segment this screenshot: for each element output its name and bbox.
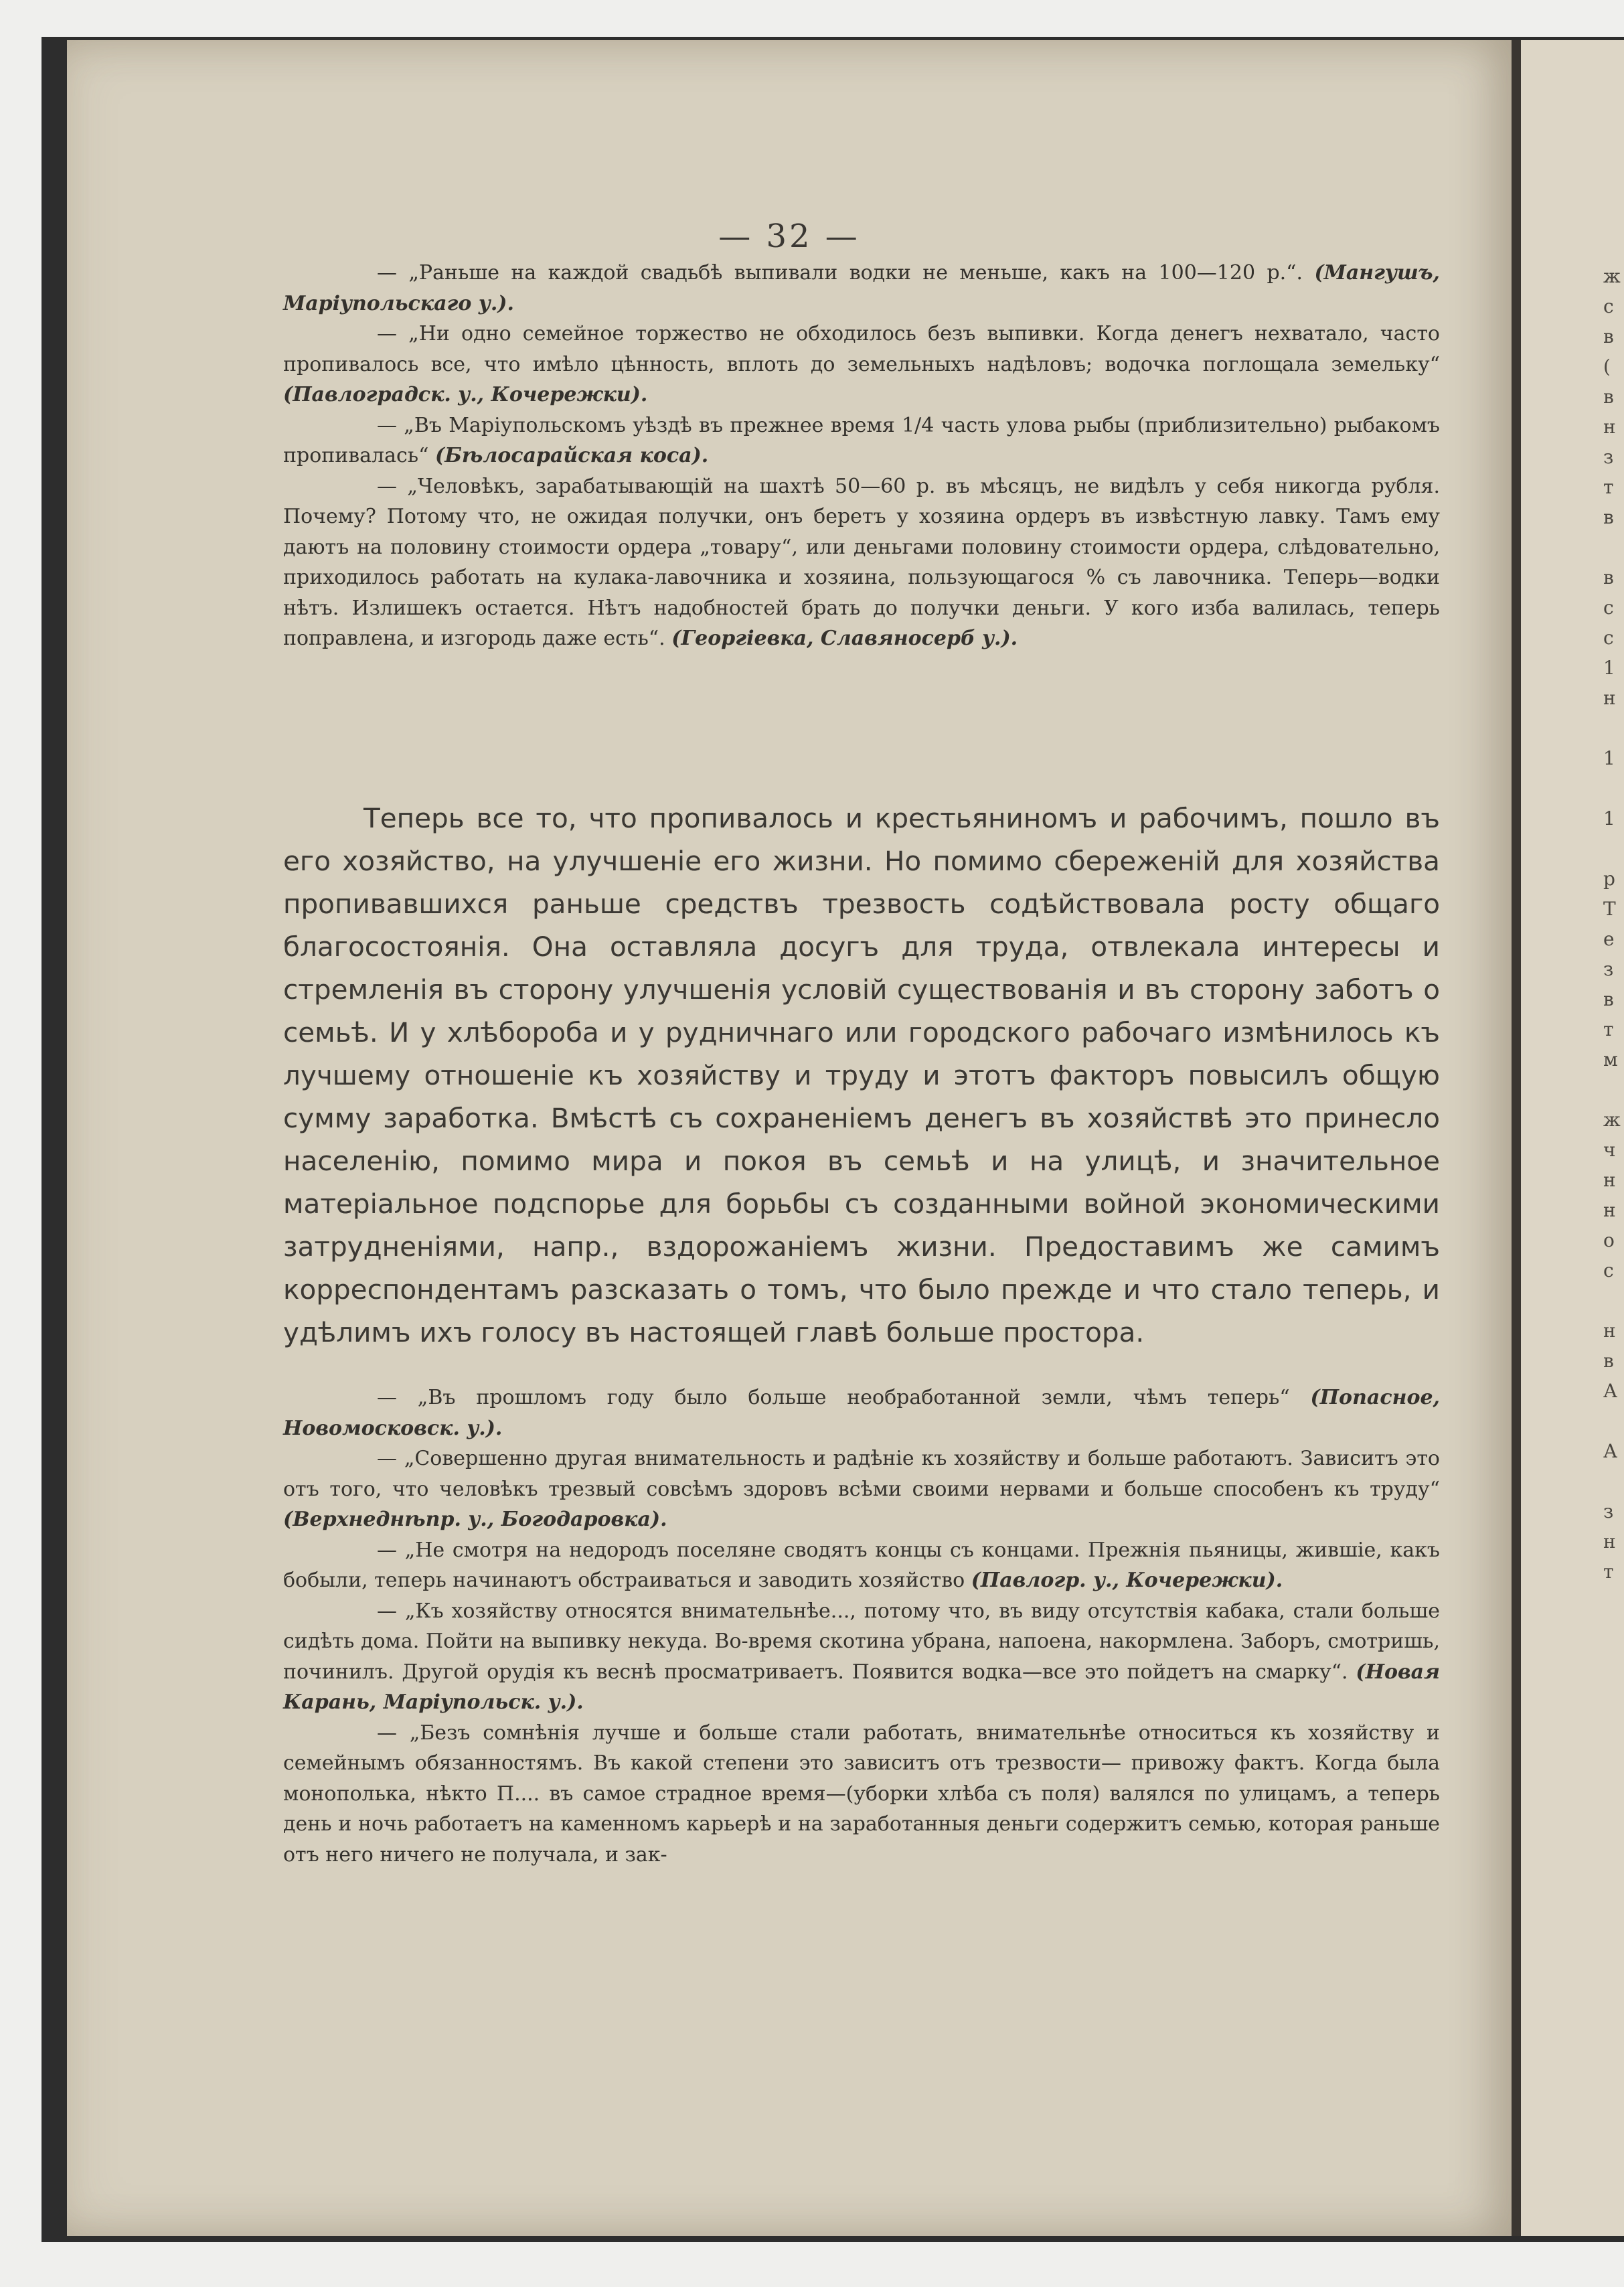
quote-source: (Мангушъ, Маріупольскаго у.). [283,261,1440,315]
facing-page-fragment: с [1603,1259,1614,1281]
quote: — „Не смотря на недородъ поселяне сводятъ концы съ концами. Прежнія пьяницы, жившіе, какъ бобыли, теперь начинаютъ обстраиваться и заводить хозяйство (Павлогр. у., Кочережки). [283,1538,1440,1592]
facing-page-fragment: т [1603,476,1614,498]
quote: — „Человѣкъ, зарабатывающій на шахтѣ 50—60 р. въ мѣсяцъ, не видѣлъ у себя никогда рубля. Почему? Потому что, не ожидая получки, онъ беретъ у хозяина ордеръ въ извѣстную лавку. Тамъ ему даютъ на половину стоимости ордера „товару“, или деньгами половину стоимости ордера, слѣдовательно, приходилось работать на кулака-лавочника и хозяина, пользующагося % съ лавочника. Теперь—водки нѣтъ. Излишекъ остается. Нѣтъ надобностей брать до получки деньги. У кого изба валилась, теперь поправлена, и изгородь даже есть“. (Георгіевка, Славяносерб у.). [283,474,1440,650]
facing-page-fragment: 1 [1603,807,1615,830]
facing-page-fragment: с [1603,627,1614,649]
quote: — „Раньше на каждой свадьбѣ выпивали водки не меньше, какъ на 100—120 р.“. (Мангушъ, Маріупольскаго у.). [283,261,1440,315]
facing-page-fragment: н [1603,1320,1616,1342]
facing-page-fragment: н [1603,416,1616,438]
facing-page-fragment: А [1603,1380,1618,1402]
facing-page-fragment: н [1603,1530,1616,1553]
facing-page-fragment: н [1603,1199,1616,1221]
facing-page-fragment: ж [1603,1109,1621,1131]
facing-page-fragment: з [1603,958,1614,980]
quote: — „Ни одно семейное торжество не обходилось безъ выпивки. Когда денегъ нехватало, часто пропивалось все, что имѣло цѣнность, вплоть до земельныхъ надѣловъ; водочка поглощала земельку“ (Павлоградск. у., Кочережки). [283,322,1440,406]
facing-page-fragment: ж [1603,265,1621,287]
facing-page-fragment: р [1603,868,1615,890]
facing-page-fragment: Т [1603,898,1616,920]
facing-page-fragment [1603,713,1623,743]
facing-page-fragment: о [1603,1229,1615,1251]
facing-page-fragment: ( [1603,356,1611,378]
facing-page-fragment: е [1603,928,1615,950]
facing-page-text-fragments [1603,261,1623,1587]
main-text [283,797,1440,1354]
facing-page-fragment: з [1603,446,1614,468]
facing-page-fragment: в [1603,1350,1614,1372]
facing-page-fragment: в [1603,566,1614,588]
facing-page-fragment: в [1603,506,1614,528]
facing-page-fragment: в [1603,325,1614,347]
quote: — „Безъ сомнѣнія лучше и больше стали работать, внимательнѣе относиться къ хозяйству и семейнымъ обязанностямъ. Въ какой степени это зависитъ отъ трезвости— привожу фактъ. Когда была монополька, нѣкто П.... въ самое страдное время—(уборки хлѣба съ поля) валялся по улицамъ, а теперь день и ночь работаетъ на каменномъ карьерѣ и на заработанныя деньги содержитъ семью, которая раньше отъ него ничего не получала, и зак- [283,1721,1440,1867]
facing-page-fragment: в [1603,988,1614,1010]
quotes-top [283,258,1440,654]
facing-page-fragment: ч [1603,1139,1616,1161]
quote-source: (Верхнеднѣпр. у., Богодаровка). [283,1508,667,1531]
main-paragraph: Теперь все то, что пропивалось и крестьяниномъ и рабочимъ, пошло въ его хозяйство, на улучшеніе его жизни. Но помимо сбереженій для хозяйства пропивавшихся раньше средствъ трезвость содѣйствовала росту общаго благосостоянія. Она оставляла досугъ для труда, отвлекала интересы и стремленія въ сторону улучшенія условій существованія и въ сторону заботъ о семьѣ. И у хлѣбороба и у рудничнаго или городского рабочаго измѣнилось къ лучшему отношеніе къ хозяйству и труду и этотъ факторъ повысилъ общую сумму заработка. Вмѣстѣ съ сохраненіемъ денегъ въ хозяйствѣ это принесло населенію, помимо мира и покоя въ семьѣ и на улицѣ, и значительное матеріальное подспорье для борьбы съ созданными войной экономическими затрудненіями, напр., вздорожаніемъ жизни. Предоставимъ же самимъ корреспондентамъ разсказать о томъ, что было прежде и что стало теперь, и удѣлимъ ихъ голосу въ настоящей главѣ больше простора. [283,802,1440,1348]
facing-page-fragment: в [1603,386,1614,408]
quote-source: (Павлоградск. у., Кочережки). [283,383,648,406]
quote: — „Въ прошломъ году было больше необработанной земли, чѣмъ теперь“ (Попасное, Новомосковск. у.). [283,1386,1440,1440]
quote: — „Въ Маріупольскомъ уѣздѣ въ прежнее время 1/4 часть улова рыбы (приблизительно) рыбакомъ пропивалась“ (Бѣлосарайская коса). [283,413,1440,467]
facing-page-fragment: н [1603,1169,1616,1191]
facing-page-fragment: 1 [1603,657,1615,679]
facing-page-fragment [1603,1075,1623,1105]
facing-page-fragment [1603,532,1623,562]
page-number: — 32 — [718,218,860,255]
facing-page-fragment: А [1603,1440,1618,1462]
quote-source: (Новая Карань, Маріупольск. у.). [283,1660,1440,1714]
facing-page-fragment: т [1603,1561,1614,1583]
facing-page-fragment: с [1603,597,1614,619]
quote-source: (Павлогр. у., Кочережки). [971,1569,1283,1592]
facing-page-fragment [1603,1466,1623,1496]
facing-page-fragment: н [1603,687,1616,709]
quotes-bottom [283,1383,1440,1870]
facing-page-fragment [1603,773,1623,803]
facing-page-fragment: з [1603,1500,1614,1522]
facing-page-fragment [1603,1285,1623,1316]
quote-source: (Георгіевка, Славяносерб у.). [671,627,1018,650]
quote-source: (Бѣлосарайская коса). [435,444,709,467]
quote-source: (Попасное, Новомосковск. у.). [283,1386,1440,1440]
facing-page-fragment [1603,834,1623,864]
facing-page-fragment [1603,1406,1623,1436]
facing-page-fragment: м [1603,1048,1618,1071]
quote: — „Къ хозяйству относятся внимательнѣе..., потому что, въ виду отсутствія кабака, стали больше сидѣть дома. Пойти на выпивку некуда. Во-время скотина убрана, напоена, накормлена. Заборъ, смотришь, починилъ. Другой орудія къ веснѣ просматриваетъ. Появится водка—все это пойдетъ на смарку“. (Новая Карань, Маріупольск. у.). [283,1599,1440,1714]
facing-page-fragment: с [1603,295,1614,317]
facing-page-fragment: т [1603,1018,1614,1040]
quote: — „Совершенно другая внимательность и радѣніе къ хозяйству и больше работаютъ. Зависитъ это отъ того, что человѣкъ трезвый совсѣмъ здоровъ всѣми своими нервами и больше способенъ къ труду“ (Верхнеднѣпр. у., Богодаровка). [283,1447,1440,1531]
facing-page-fragment: 1 [1603,747,1615,769]
